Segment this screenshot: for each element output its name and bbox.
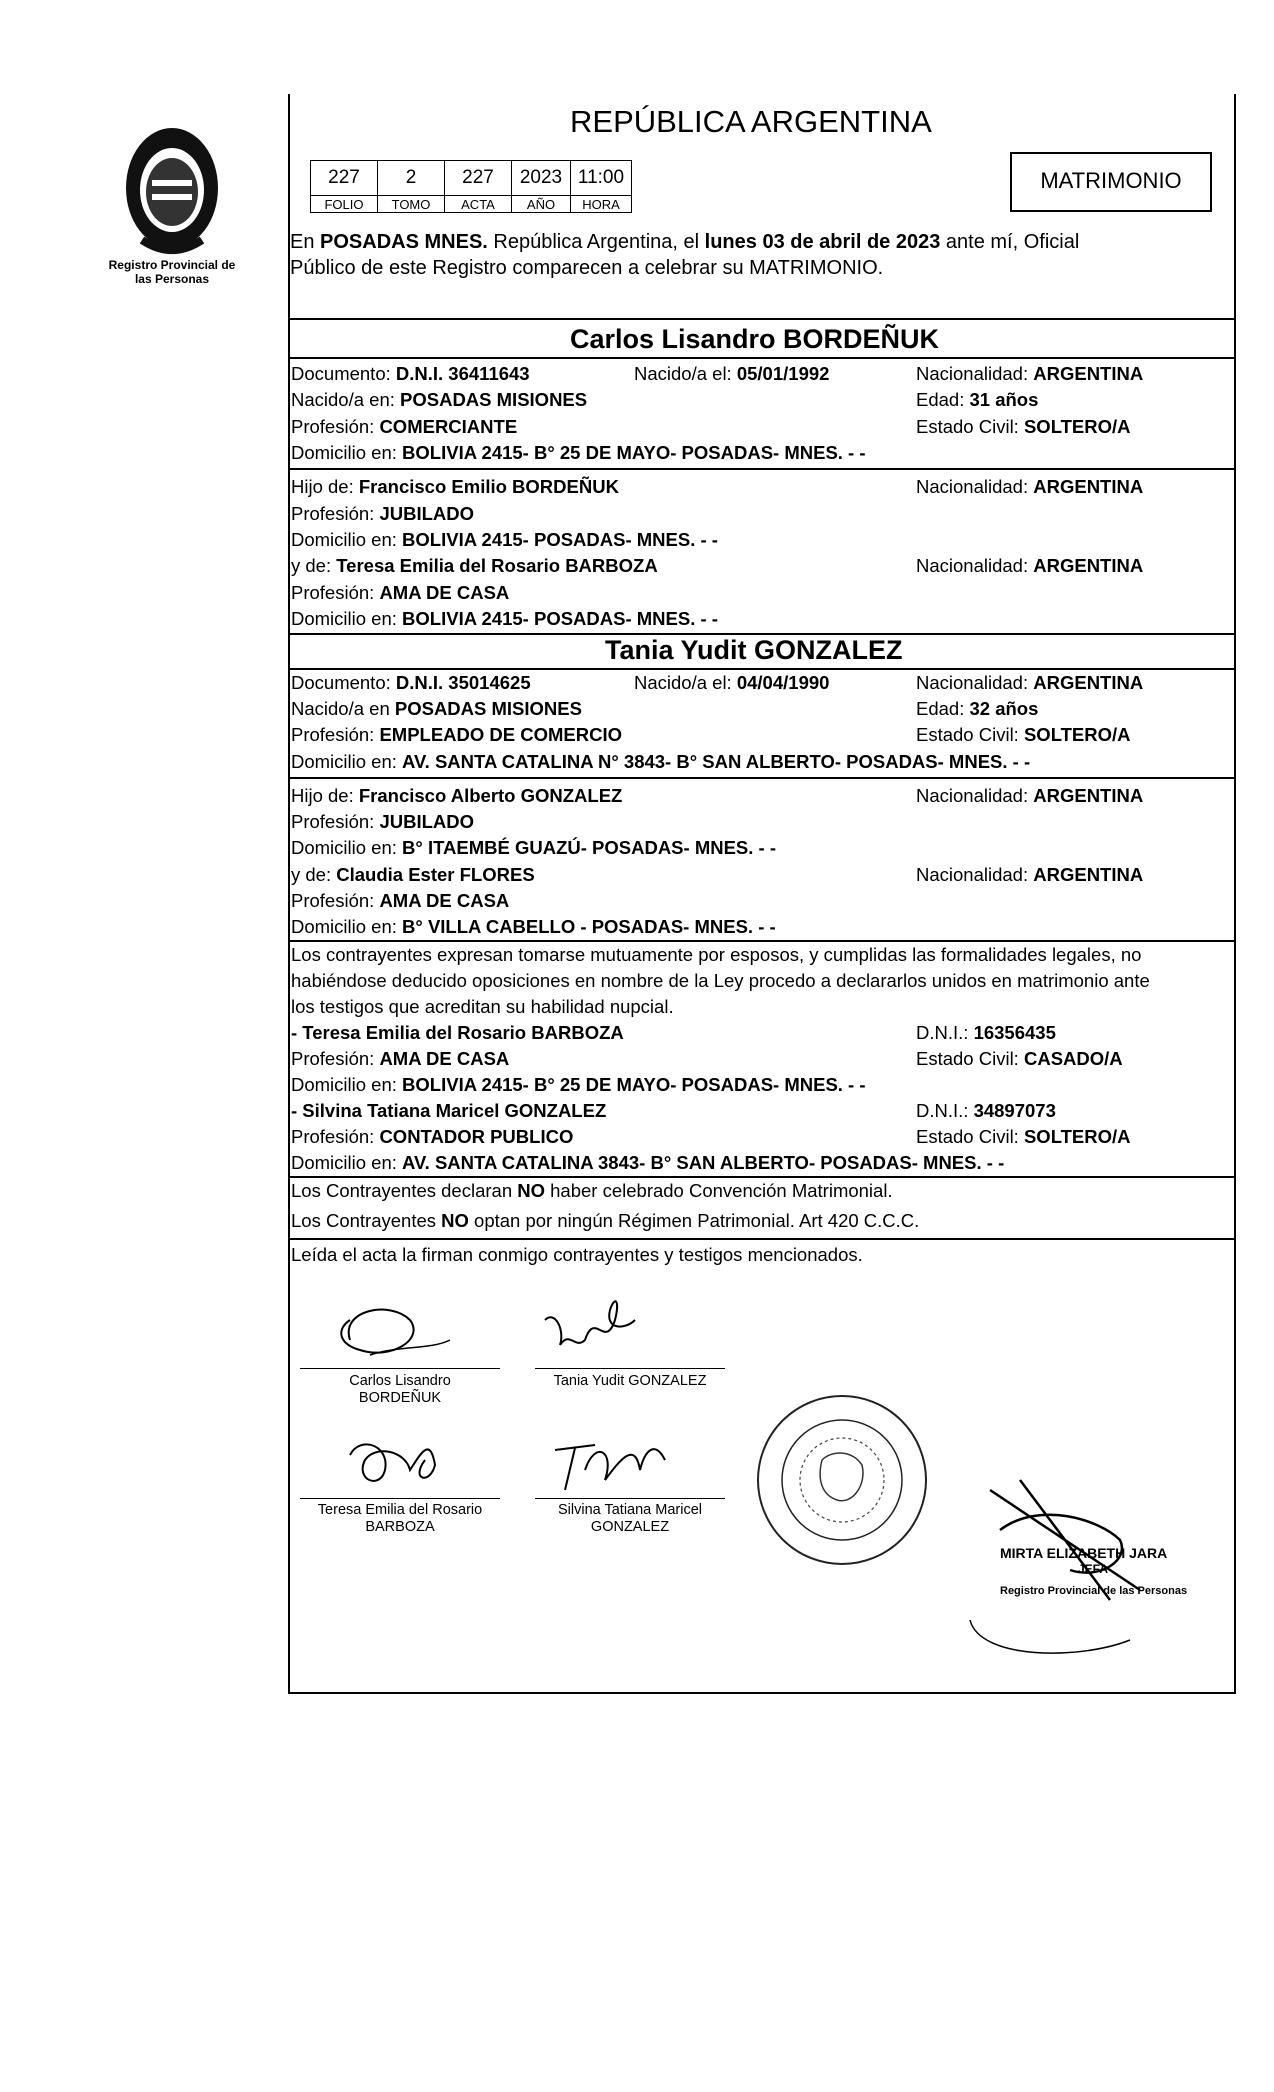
declaration-line-2: habiéndose deducido oposiciones en nombre de la Ley procedo a declararlos unidos en matrimonio ante: [291, 970, 1150, 991]
spouse2-name: Tania Yudit GONZALEZ: [605, 635, 903, 665]
field-label: Estado Civil:: [916, 1126, 1024, 1147]
field-label: Nacido/a en: [291, 698, 395, 719]
field-value: 31 años: [969, 389, 1039, 410]
field-value: POSADAS MISIONES: [394, 698, 582, 719]
folio-label: FOLIO: [311, 196, 378, 213]
field-value: ARGENTINA: [1033, 476, 1144, 497]
regime-text: Los Contrayentes: [291, 1210, 442, 1231]
logo-text: Registro Provincial de las Personas: [108, 258, 236, 286]
field-label: Domicilio en:: [291, 608, 403, 629]
folio-value: 227: [311, 161, 378, 196]
field-label: Domicilio en:: [291, 442, 403, 463]
field-value: BOLIVIA 2415- POSADAS- MNES. - -: [402, 529, 718, 550]
field-value: 16356435: [973, 1022, 1056, 1043]
regime-line-1: [291, 1180, 893, 1202]
provincial-shield-icon: [112, 120, 232, 260]
field-label: Hijo de:: [291, 785, 359, 806]
field-value: 04/04/1990: [736, 672, 830, 693]
spouse2-mother-profession: [291, 890, 509, 912]
spouse1-birthplace: [291, 389, 587, 411]
spouse2-father-profession: [291, 811, 474, 833]
witness2-address: [291, 1152, 1004, 1174]
field-label: Estado Civil:: [916, 1048, 1024, 1069]
intro-text: ante mí, Oficial: [940, 231, 1080, 253]
field-label: Hijo de:: [291, 476, 359, 497]
spouse2-father: [291, 785, 622, 807]
signature-line: [535, 1368, 725, 1369]
field-label: Edad:: [916, 389, 970, 410]
field-label: Nacido/a el:: [634, 363, 737, 384]
field-label: y de:: [291, 555, 337, 576]
field-label: Documento:: [291, 363, 396, 384]
signature-scribble-3: [330, 1425, 460, 1505]
spouse1-mother-address: [291, 608, 718, 630]
divider: [288, 1176, 1234, 1178]
field-value: BOLIVIA 2415- B° 25 DE MAYO- POSADAS- MNES. - -: [402, 442, 866, 463]
field-label: Nacido/a el:: [634, 672, 737, 693]
spouse2-birthdate: [634, 672, 829, 694]
official-signature-scribble: [960, 1470, 1160, 1670]
field-label: Edad:: [916, 698, 970, 719]
spouse2-address: [291, 751, 1030, 773]
field-value: COMERCIANTE: [379, 416, 518, 437]
field-label: Nacionalidad:: [916, 672, 1034, 693]
declaration-line-3: los testigos que acreditan su habilidad nupcial.: [291, 996, 674, 1017]
divider: [288, 940, 1234, 942]
signature-scribble-4: [545, 1420, 685, 1500]
field-value: AMA DE CASA: [379, 1048, 510, 1069]
field-label: y de:: [291, 864, 337, 885]
field-value: 34897073: [973, 1100, 1056, 1121]
signature-name-2: Tania Yudit GONZALEZ: [553, 1373, 707, 1389]
field-value: Claudia Ester FLORES: [336, 864, 535, 885]
divider: [288, 468, 1234, 470]
hora-value: 11:00: [571, 161, 632, 196]
witness2-dni: [916, 1100, 1056, 1122]
field-label: Profesión:: [291, 811, 380, 832]
spouse1-nationality: [916, 363, 1143, 385]
document-title: REPÚBLICA ARGENTINA: [570, 104, 932, 139]
divider: [288, 668, 1234, 670]
field-value: AMA DE CASA: [379, 582, 510, 603]
spouse2-profession: [291, 724, 622, 746]
declaration-line-1: Los contrayentes expresan tomarse mutuamente por esposos, y cumplidas las formalidades legales, no: [291, 944, 1142, 965]
field-value: 05/01/1992: [736, 363, 830, 384]
spouse1-father: [291, 476, 619, 498]
field-value: POSADAS MISIONES: [400, 389, 588, 410]
field-label: Profesión:: [291, 416, 380, 437]
field-label: Profesión:: [291, 1126, 380, 1147]
spouse2-civil-status: [916, 724, 1131, 746]
closing-text: Leída el acta la firman conmigo contrayentes y testigos mencionados.: [291, 1244, 863, 1265]
tomo-value: 2: [378, 161, 445, 196]
divider: [288, 1238, 1234, 1240]
spouse1-name: Carlos Lisandro BORDEÑUK: [570, 324, 940, 354]
field-value: JUBILADO: [379, 503, 474, 524]
field-label: Domicilio en:: [291, 916, 403, 937]
field-label: Profesión:: [291, 582, 380, 603]
intro-line-1: [290, 231, 1079, 253]
field-value: AMA DE CASA: [379, 890, 510, 911]
regime-text: optan por ningún Régimen Patrimonial. Art 420 C.C.C.: [468, 1210, 920, 1231]
intro-text: En: [290, 231, 321, 253]
field-label: Nacionalidad:: [916, 476, 1034, 497]
witness2-civil-status: [916, 1126, 1131, 1148]
field-value: 32 años: [969, 698, 1039, 719]
field-label: Estado Civil:: [916, 416, 1024, 437]
field-label: Profesión:: [291, 724, 380, 745]
official-office: Registro Provincial de las Personas: [1000, 1585, 1188, 1597]
field-label: Profesión:: [291, 890, 380, 911]
spouse2-mother-address: [291, 916, 776, 938]
record-numbers-table: [310, 160, 632, 213]
intro-text: República Argentina, el: [487, 231, 705, 253]
spouse1-document: [291, 363, 530, 385]
signature-line: [300, 1498, 500, 1499]
field-label: Documento:: [291, 672, 396, 693]
acta-value: 227: [445, 161, 512, 196]
witness1-name: - Teresa Emilia del Rosario BARBOZA: [291, 1022, 624, 1043]
field-label: Estado Civil:: [916, 724, 1024, 745]
field-label: Profesión:: [291, 1048, 380, 1069]
spouse1-mother: [291, 555, 658, 577]
anio-label: AÑO: [512, 196, 571, 213]
field-value: SOLTERO/A: [1023, 724, 1131, 745]
field-value: Francisco Emilio BORDEÑUK: [358, 476, 619, 497]
hora-label: HORA: [571, 196, 632, 213]
field-value: BOLIVIA 2415- POSADAS- MNES. - -: [402, 608, 718, 629]
spouse2-age: [916, 698, 1038, 720]
signature-line: [300, 1368, 500, 1369]
intro-date: lunes 03 de abril de 2023: [704, 231, 941, 253]
signature-name-4: Silvina Tatiana Maricel GONZALEZ: [558, 1502, 702, 1535]
regime-text: Los Contrayentes declaran: [291, 1180, 518, 1201]
official-name: MIRTA ELIZABETH JARA: [1000, 1545, 1168, 1561]
divider: [288, 357, 1234, 359]
field-value: SOLTERO/A: [1023, 416, 1131, 437]
signature-name-3: Teresa Emilia del Rosario BARBOZA: [317, 1502, 483, 1535]
field-label: Nacionalidad:: [916, 363, 1034, 384]
spouse2-mother: [291, 864, 535, 886]
witness1-civil-status: [916, 1048, 1123, 1070]
witness2-profession: [291, 1126, 573, 1148]
field-value: AV. SANTA CATALINA N° 3843- B° SAN ALBERTO- POSADAS- MNES. - -: [402, 751, 1031, 772]
field-label: Nacido/a en:: [291, 389, 401, 410]
spouse1-birthdate: [634, 363, 829, 385]
field-value: CONTADOR PUBLICO: [379, 1126, 574, 1147]
field-label: D.N.I.:: [916, 1022, 974, 1043]
witness1-dni: [916, 1022, 1056, 1044]
spouse1-father-address: [291, 529, 718, 551]
spouse2-father-address: [291, 837, 776, 859]
spouse1-age: [916, 389, 1038, 411]
field-value: JUBILADO: [379, 811, 474, 832]
spouse1-father-nationality: [916, 476, 1143, 498]
intro-place: POSADAS MNES.: [320, 231, 488, 253]
acta-label: ACTA: [445, 196, 512, 213]
spouse2-nationality: [916, 672, 1143, 694]
signature-line: [535, 1498, 725, 1499]
field-value: CASADO/A: [1023, 1048, 1123, 1069]
spouse1-profession: [291, 416, 517, 438]
divider: [288, 777, 1234, 779]
witness2-name: - Silvina Tatiana Maricel GONZALEZ: [291, 1100, 607, 1121]
spouse1-address: [291, 442, 866, 464]
field-value: B° ITAEMBÉ GUAZÚ- POSADAS- MNES. - -: [402, 837, 777, 858]
regime-text: haber celebrado Convención Matrimonial.: [545, 1180, 893, 1201]
registry-logo: [108, 120, 236, 286]
witness1-address: [291, 1074, 866, 1096]
field-value: Teresa Emilia del Rosario BARBOZA: [336, 555, 658, 576]
field-label: Domicilio en:: [291, 837, 403, 858]
spouse1-civil-status: [916, 416, 1131, 438]
field-value: ARGENTINA: [1033, 555, 1144, 576]
field-label: Nacionalidad:: [916, 864, 1034, 885]
spouse2-mother-nationality: [916, 864, 1143, 886]
field-value: AV. SANTA CATALINA 3843- B° SAN ALBERTO- POSADAS- MNES. - -: [402, 1152, 1005, 1173]
official-seal-icon: [752, 1390, 932, 1570]
divider: [288, 318, 1234, 320]
field-value: D.N.I. 36411643: [395, 363, 530, 384]
signature-scribble-2: [535, 1290, 675, 1370]
field-label: Domicilio en:: [291, 751, 403, 772]
regime-no: NO: [517, 1180, 545, 1201]
intro-line-2: Público de este Registro comparecen a celebrar su MATRIMONIO.: [290, 257, 884, 279]
spouse2-father-nationality: [916, 785, 1143, 807]
field-value: ARGENTINA: [1033, 672, 1144, 693]
spouse1-mother-nationality: [916, 555, 1143, 577]
field-value: ARGENTINA: [1033, 785, 1144, 806]
field-label: Domicilio en:: [291, 529, 403, 550]
spouse2-document: [291, 672, 531, 694]
field-value: ARGENTINA: [1033, 363, 1144, 384]
field-value: BOLIVIA 2415- B° 25 DE MAYO- POSADAS- MNES. - -: [402, 1074, 866, 1095]
field-label: Domicilio en:: [291, 1152, 403, 1173]
field-label: Nacionalidad:: [916, 555, 1034, 576]
tomo-label: TOMO: [378, 196, 445, 213]
regime-line-2: [291, 1210, 919, 1232]
regime-no: NO: [441, 1210, 469, 1231]
field-value: Francisco Alberto GONZALEZ: [358, 785, 623, 806]
spouse1-father-profession: [291, 503, 474, 525]
spouse1-mother-profession: [291, 582, 509, 604]
field-value: ARGENTINA: [1033, 864, 1144, 885]
field-label: Profesión:: [291, 503, 380, 524]
field-label: Domicilio en:: [291, 1074, 403, 1095]
spouse2-birthplace: [291, 698, 582, 720]
field-label: D.N.I.:: [916, 1100, 974, 1121]
signature-name-1: Carlos Lisandro BORDEÑUK: [349, 1373, 451, 1406]
field-value: EMPLEADO DE COMERCIO: [379, 724, 623, 745]
field-value: B° VILLA CABELLO - POSADAS- MNES. - -: [402, 916, 776, 937]
record-type-label: MATRIMONIO: [1040, 168, 1182, 193]
official-title: JEFA: [1078, 1562, 1109, 1576]
field-value: SOLTERO/A: [1023, 1126, 1131, 1147]
field-label: Nacionalidad:: [916, 785, 1034, 806]
field-value: D.N.I. 35014625: [395, 672, 531, 693]
anio-value: 2023: [512, 161, 571, 196]
witness1-profession: [291, 1048, 509, 1070]
